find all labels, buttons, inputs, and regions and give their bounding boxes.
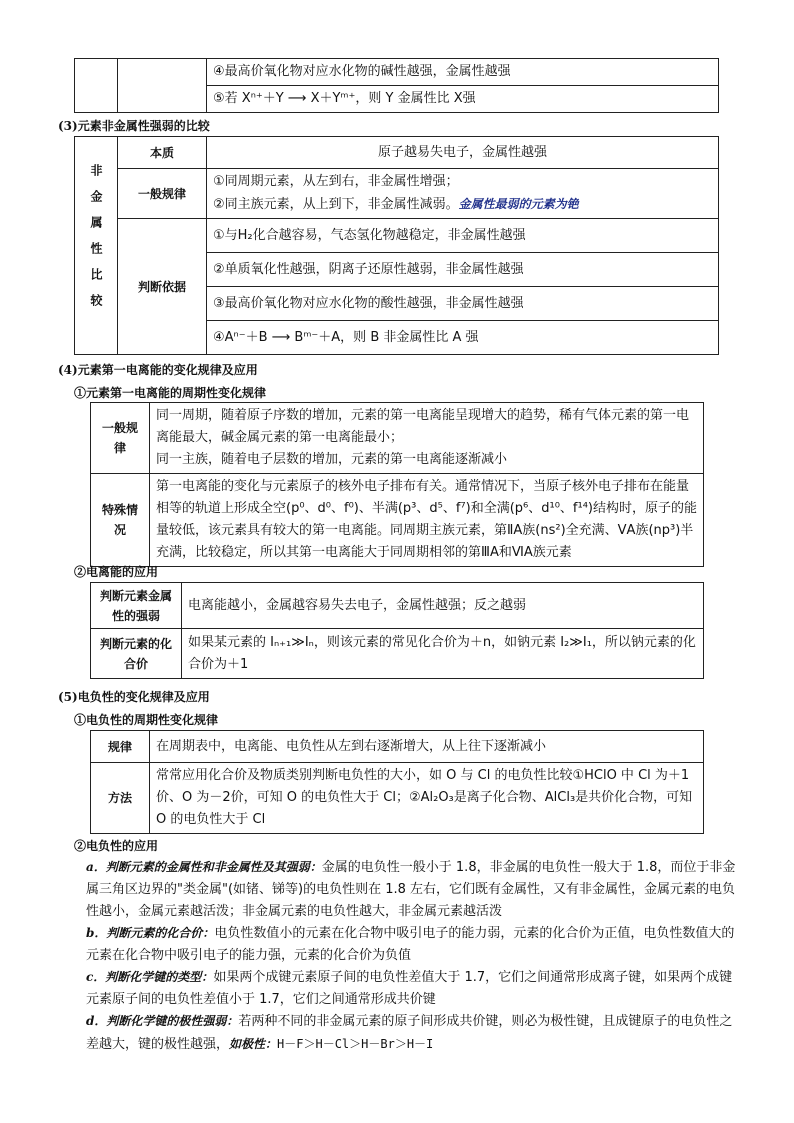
- app1-label: 判断元素金属性的强弱: [91, 583, 182, 629]
- general-rule-note: 金属性最弱的元素为铯: [458, 197, 579, 211]
- blank-cell: [118, 59, 207, 113]
- basis-3: ③最高价氧化物对应水化物的酸性越强，非金属性越强: [207, 287, 719, 321]
- basis-2: ②单质氧化性越强，阴离子还原性越弱，非金属性越强: [207, 253, 719, 287]
- section-4-sub1: ①元素第一电离能的周期性变化规律: [74, 386, 267, 400]
- paragraph-b: [86, 922, 738, 967]
- app1-text: 电离能越小，金属越容易失去电子，金属性越强；反之越弱: [182, 583, 704, 629]
- general-rule-cell: [207, 169, 719, 219]
- nonmetal-table: [74, 136, 719, 355]
- general-rule-2: ②同主族元素，从上到下，非金属性减弱。: [213, 197, 459, 212]
- metal-rule-4: ④最高价氧化物对应水化物的碱性越强，金属性越强: [207, 59, 719, 86]
- section-5-sub1: ①电负性的周期性变化规律: [74, 713, 219, 727]
- general-rule-2-line: [213, 193, 712, 216]
- ion-general-text1: 同一周期，随着原子序数的增加，元素的第一电离能呈现增大的趋势，稀有气体元素的第一电离能最大，碱金属元素的第一电离能最小；: [156, 408, 690, 445]
- paragraph-d-text: 若两种不同的非金属元素的原子间形成共价键，则必为极性键，且成键原子的电负性之差越大，键的极性越强，: [86, 1014, 733, 1052]
- ionization-table: [90, 402, 704, 567]
- essence-text: 原子越易失电子，金属性越强: [207, 137, 719, 169]
- paragraph-c-label: c．判断化学键的类型：: [86, 970, 214, 984]
- ion-general-text2: 同一主族，随着电子层数的增加，元素的第一电离能逐渐减小: [156, 452, 508, 467]
- basis-label: 判断依据: [118, 219, 207, 355]
- paragraph-a: [86, 856, 738, 923]
- paragraph-b-label: b．判断元素的化合价：: [86, 926, 215, 940]
- section-5-sub2: ②电负性的应用: [74, 839, 159, 853]
- basis-4: ④Aⁿ⁻＋B ⟶ Bᵐ⁻＋A，则 B 非金属性比 A 强: [207, 321, 719, 355]
- ion-general-cell: [150, 403, 704, 474]
- section-5-heading: (5)电负性的变化规律及应用: [58, 690, 210, 704]
- paragraph-d-note: 如极性：: [229, 1037, 278, 1051]
- basis-1: ①与H₂化合越容易，气态氢化物越稳定，非金属性越强: [207, 219, 719, 253]
- side-label: 非金属性比较: [89, 163, 103, 320]
- paragraph-a-text: 金属的电负性一般小于 1.8，非金属的电负性一般大于 1.8，而位于非金属三角区边界的"类金属"(如锗、锑等)的电负性则在 1.8 左右，它们既有金属性，又有非金属性，金属元素的电负性越小，金属元素越活泼；非金属元素的电负性越大，非金属元素越活泼: [86, 860, 736, 919]
- ionization-application-table: [90, 582, 704, 679]
- ion-general-label: 一般规律: [91, 403, 150, 474]
- ion-special-label: 特殊情况: [91, 474, 150, 567]
- general-rule-label: 一般规律: [118, 169, 207, 219]
- paragraph-d-label: d．判断化学键的极性强弱：: [86, 1014, 239, 1028]
- general-rule-1: ①同周期元素，从左到右，非金属性增强；: [213, 174, 459, 189]
- method-text: 常常应用化合价及物质类别判断电负性的大小，如 O 与 Cl 的电负性比较①HClO 中 Cl 为＋1价、O 为－2价，可知 O 的电负性大于 Cl；②Al₂O₃是离子化合物、AlCl₃是共价化合物，可知 O 的电负性大于 Cl: [150, 763, 704, 834]
- app2-label: 判断元素的化合价: [91, 629, 182, 679]
- section-3-heading: (3)元素非金属性强弱的比较: [58, 119, 210, 133]
- paragraph-a-label: a．判断元素的金属性和非金属性及其强弱：: [86, 860, 322, 874]
- metal-table-continuation: [74, 58, 719, 113]
- ion-special-text: 第一电离能的变化与元素原子的核外电子排布有关。通常情况下，当原子核外电子排布在能量相等的轨道上形成全空(p⁰、d⁰、f⁰)、半满(p³、d⁵、f⁷)和全满(p⁶、d¹⁰、f¹⁴)结构时，原子的能量较低，该元素具有较大的第一电离能。同周期主族元素，第ⅡA族(ns²)全充满、ⅤA族(np³)半充满，比较稳定，所以其第一电离能大于同周期相邻的第ⅢA和ⅥA族元素: [150, 474, 704, 567]
- electronegativity-table: [90, 730, 704, 834]
- section-4-sub2: ②电离能的应用: [74, 565, 159, 579]
- paragraph-b-text: 电负性数值小的元素在化合物中吸引电子的能力弱，元素的化合价为正值，电负性数值大的元素在化合物中吸引电子的能力强，元素的化合价为负值: [86, 926, 735, 963]
- section-4-heading: (4)元素第一电离能的变化规律及应用: [58, 363, 258, 377]
- rule-text: 在周期表中，电离能、电负性从左到右逐渐增大，从上往下逐渐减小: [150, 731, 704, 763]
- essence-label: 本质: [118, 137, 207, 169]
- blank-cell: [75, 59, 118, 113]
- paragraph-d: [86, 1010, 738, 1056]
- paragraph-d-example: H－F＞H－Cl＞H－Br＞H－I: [277, 1037, 434, 1051]
- app2-text: 如果某元素的 Iₙ₊₁≫Iₙ，则该元素的常见化合价为＋n，如钠元素 I₂≫I₁，所以钠元素的化合价为＋1: [182, 629, 704, 679]
- side-label-cell: [75, 137, 118, 355]
- paragraph-c-text: 如果两个成键元素原子间的电负性差值大于 1.7，它们之间通常形成离子键，如果两个成键元素原子间的电负性差值小于 1.7，它们之间通常形成共价键: [86, 970, 733, 1007]
- method-label: 方法: [91, 763, 150, 834]
- paragraph-c: [86, 966, 738, 1011]
- rule-label: 规律: [91, 731, 150, 763]
- metal-rule-5: ⑤若 Xⁿ⁺＋Y ⟶ X＋Yᵐ⁺，则 Y 金属性比 X强: [207, 86, 719, 113]
